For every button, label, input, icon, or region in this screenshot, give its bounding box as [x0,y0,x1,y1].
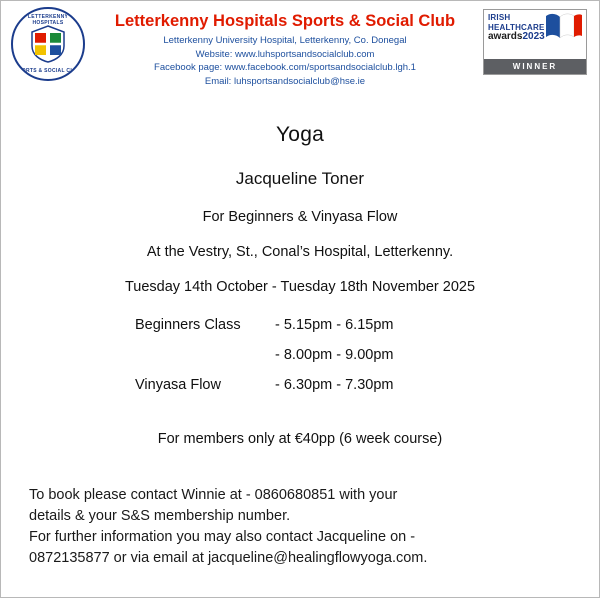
schedule-label: Beginners Class [135,317,241,333]
price-line: For members only at €40pp (6 week course) [157,431,443,447]
schedule-row [135,347,465,363]
booking-line-1: To book please contact Winnie at - 0860680851 with your [29,487,398,503]
venue-line: At the Vestry, St., Conal’s Hospital, Letterkenny. [146,244,454,260]
booking-info [29,485,571,569]
crest-ring-bottom-text: SPORTS & SOCIAL CLUB [14,68,82,74]
award-badge [483,9,587,75]
schedule-times: - 8.00pm - 9.00pm [275,347,394,363]
award-line-1: IRISH [488,13,511,22]
schedule-row [135,377,465,393]
page-title: Yoga [276,123,324,146]
crest-ring-top-text: LETTERKENNY HOSPITALS [27,14,69,26]
class-subtitle: For Beginners & Vinyasa Flow [202,209,398,225]
club-facebook[interactable]: Facebook page: www.facebook.com/sportsandsocialclub.lgh.1 [154,62,416,73]
award-word: awards [488,31,523,42]
award-winner-banner: WINNER [484,59,586,74]
schedule-row [135,317,465,333]
poster-header [1,1,599,105]
irish-flag-icon [544,12,584,40]
club-info-block [97,11,473,88]
club-email[interactable]: Email: luhsportsandsocialclub@hse.ie [204,75,366,87]
instructor-name: Jacqueline Toner [235,169,365,188]
booking-line-3: For further information you may also contact Jacqueline on - [29,529,416,545]
award-line-2: HEALTHCARE [488,22,545,32]
booking-line-2: details & your S&S membership number. [29,508,291,524]
schedule-label: Vinyasa Flow [135,377,221,393]
award-badge-top [484,10,586,56]
club-address: Letterkenny University Hospital, Letterkenny, Co. Donegal [163,35,407,46]
schedule-label [135,347,275,363]
schedule-times: - 6.30pm - 7.30pm [275,377,394,393]
booking-line-4: 0872135877 or via email at jacqueline@healingflowyoga.com. [29,550,428,566]
club-website[interactable]: Website: www.luhsportsandsocialclub.com [195,48,375,60]
schedule-list [135,317,465,393]
crest-shield-icon [28,24,68,64]
club-crest-icon [11,7,85,81]
dates-line: Tuesday 14th October - Tuesday 18th November 2025 [124,279,476,295]
club-title: Letterkenny Hospitals Sports & Social Club [114,12,456,30]
poster-content [1,123,599,447]
award-year: 2023 [522,31,545,42]
award-text [488,13,545,42]
schedule-times: - 5.15pm - 6.15pm [275,317,394,333]
award-line-3 [488,32,545,42]
